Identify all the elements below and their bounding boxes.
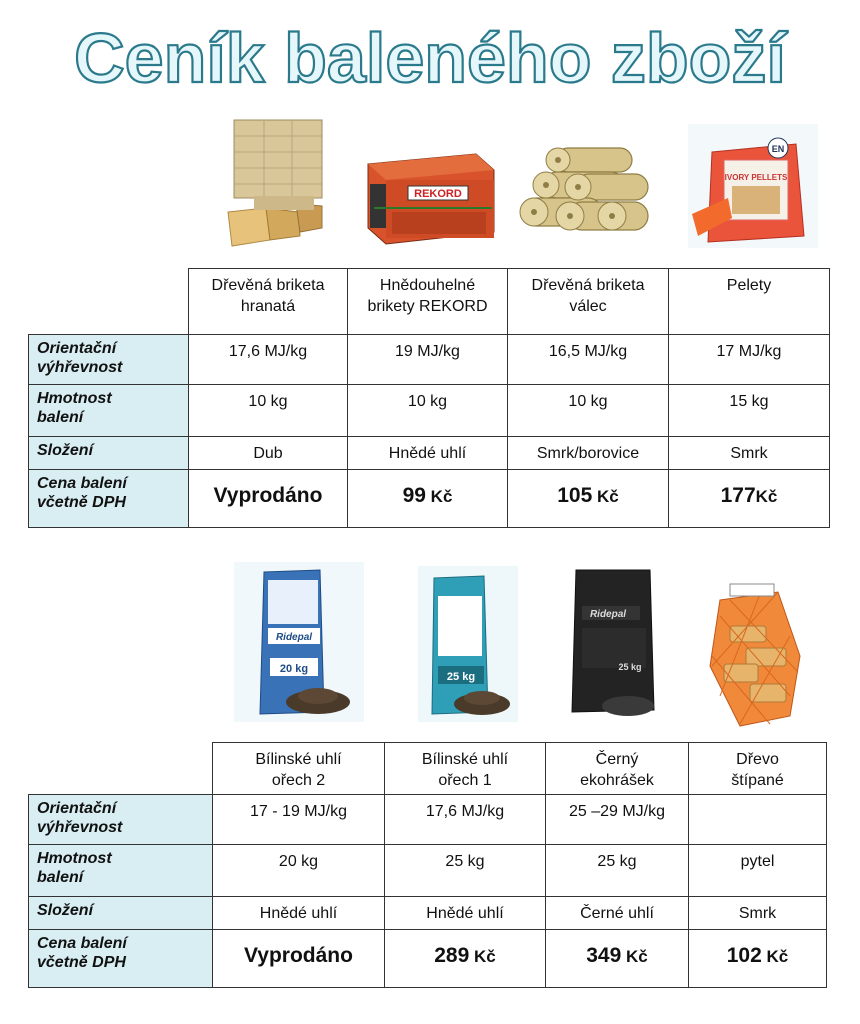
product-name-cell: Dřevěná briketa hranatá: [189, 269, 348, 335]
composition-cell: Smrk: [689, 897, 827, 930]
row-label-heat-value: Orientační výhřevnost: [29, 795, 213, 845]
svg-text:20 kg: 20 kg: [279, 663, 309, 675]
price-table-coal-and-wood: [28, 742, 827, 988]
rekord-briquettes-image: [364, 150, 498, 246]
product-name-cell: Černý ekohrášek: [546, 743, 689, 795]
heat-value-cell: [689, 795, 827, 845]
bilina-coal-nut1-bag-image: [418, 566, 518, 722]
price-cell: Vyprodáno: [189, 470, 348, 528]
cylinder-briquettes-image: [516, 140, 656, 244]
heat-value-cell: 16,5 MJ/kg: [508, 335, 669, 385]
product-name-cell: Pelety: [669, 269, 830, 335]
weight-cell: 15 kg: [669, 385, 830, 437]
product-name-cell: Dřevěná briketa válec: [508, 269, 669, 335]
composition-cell: Hnědé uhlí: [213, 897, 385, 930]
svg-text:EN: EN: [771, 144, 785, 154]
row-label-heat-value: Orientační výhřevnost: [29, 335, 189, 385]
table-row: [29, 385, 830, 437]
weight-cell: 25 kg: [546, 845, 689, 897]
price-cell: 349 Kč: [546, 930, 689, 988]
composition-cell: Černé uhlí: [546, 897, 689, 930]
product-name-cell: Bílinské uhlí ořech 1: [385, 743, 546, 795]
table-corner: [29, 269, 189, 335]
heat-value-cell: 17,6 MJ/kg: [189, 335, 348, 385]
weight-cell: pytel: [689, 845, 827, 897]
table-row: [29, 897, 827, 930]
bilina-coal-nut2-bag-image: [234, 562, 364, 722]
price-cell: Vyprodáno: [213, 930, 385, 988]
svg-text:Ridepal: Ridepal: [275, 632, 313, 643]
heat-value-cell: 17 MJ/kg: [669, 335, 830, 385]
price-table-packaged-fuel: [28, 268, 830, 528]
table-row: [29, 437, 830, 470]
heat-value-cell: 25 –29 MJ/kg: [546, 795, 689, 845]
table-row: [29, 845, 827, 897]
svg-text:25 kg: 25 kg: [618, 662, 642, 672]
row-label-price: Cena balení včetně DPH: [29, 470, 189, 528]
table-row: [29, 930, 827, 988]
table-header-row: [29, 743, 827, 795]
heat-value-cell: 19 MJ/kg: [348, 335, 508, 385]
split-wood-bag-image: [700, 576, 810, 730]
weight-cell: 20 kg: [213, 845, 385, 897]
price-cell: 99 Kč: [348, 470, 508, 528]
product-name-cell: Dřevo štípané: [689, 743, 827, 795]
price-cell: 177Kč: [669, 470, 830, 528]
table-corner: [29, 743, 213, 795]
heat-value-cell: 17 - 19 MJ/kg: [213, 795, 385, 845]
composition-cell: Smrk/borovice: [508, 437, 669, 470]
table-row: [29, 470, 830, 528]
composition-cell: Dub: [189, 437, 348, 470]
weight-cell: 25 kg: [385, 845, 546, 897]
svg-text:IVORY PELLETS: IVORY PELLETS: [724, 173, 788, 182]
row-label-composition: Složení: [29, 897, 213, 930]
weight-cell: 10 kg: [189, 385, 348, 437]
heat-value-cell: 17,6 MJ/kg: [385, 795, 546, 845]
svg-text:REKORD: REKORD: [414, 188, 462, 200]
page-title: [0, 8, 860, 100]
table-header-row: [29, 269, 830, 335]
price-cell: 102 Kč: [689, 930, 827, 988]
weight-cell: 10 kg: [348, 385, 508, 437]
price-cell: 105 Kč: [508, 470, 669, 528]
square-briquettes-image: [226, 116, 326, 256]
table-row: [29, 795, 827, 845]
composition-cell: Hnědé uhlí: [348, 437, 508, 470]
product-name-cell: Bílinské uhlí ořech 2: [213, 743, 385, 795]
row-label-package-weight: Hmotnost balení: [29, 845, 213, 897]
weight-cell: 10 kg: [508, 385, 669, 437]
table-row: [29, 335, 830, 385]
row-label-price: Cena balení včetně DPH: [29, 930, 213, 988]
svg-text:Ridepal: Ridepal: [589, 609, 627, 620]
pellets-bag-image: [688, 124, 818, 248]
composition-cell: Hnědé uhlí: [385, 897, 546, 930]
page-title-text: Ceník baleného zboží: [74, 19, 786, 97]
svg-text:25 kg: 25 kg: [446, 671, 476, 683]
price-cell: 289 Kč: [385, 930, 546, 988]
product-name-cell: Hnědouhelné brikety REKORD: [348, 269, 508, 335]
row-label-package-weight: Hmotnost balení: [29, 385, 189, 437]
row-label-composition: Složení: [29, 437, 189, 470]
composition-cell: Smrk: [669, 437, 830, 470]
black-eco-coal-bag-image: [568, 566, 664, 720]
